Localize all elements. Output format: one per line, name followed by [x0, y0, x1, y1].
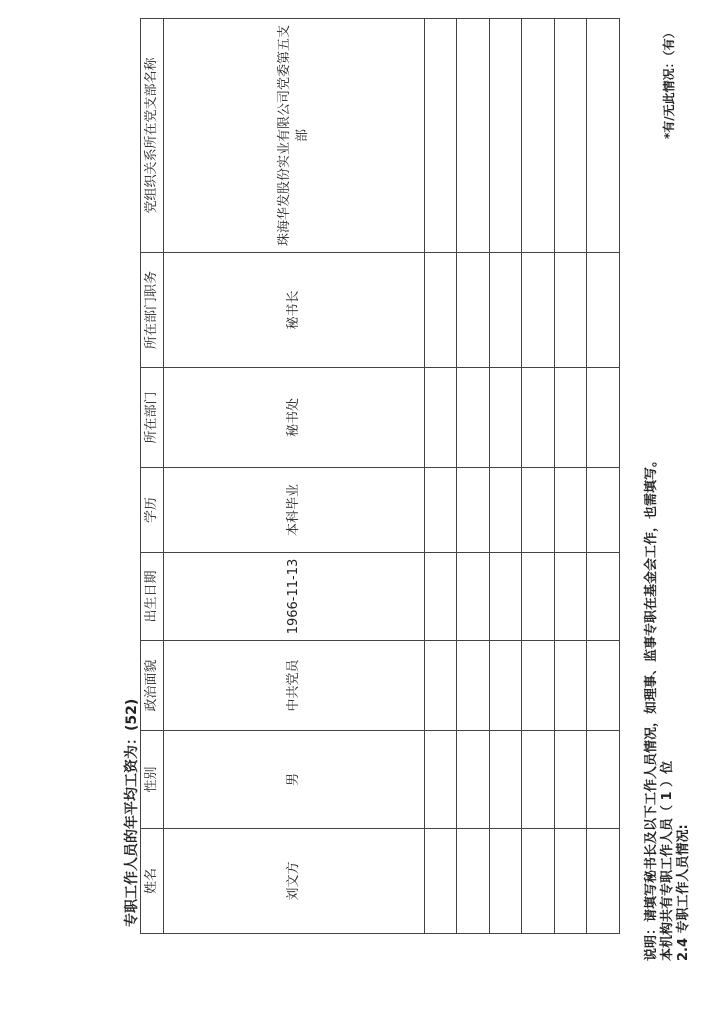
cell-department-position: 秘书长 — [163, 253, 424, 368]
cell-department — [489, 368, 522, 468]
cell-name — [522, 829, 555, 934]
staff-table — [140, 18, 620, 934]
cell-education — [489, 468, 522, 553]
cell-birth-date — [457, 553, 490, 641]
cell-education — [522, 468, 555, 553]
header-department: 所在部门 — [141, 368, 164, 468]
table-row — [424, 19, 457, 934]
table-row — [489, 19, 522, 934]
cell-party-branch — [522, 19, 555, 253]
cell-gender — [522, 731, 555, 829]
cell-department — [587, 368, 620, 468]
cell-gender: 男 — [163, 731, 424, 829]
cell-name: 刘文方 — [163, 829, 424, 934]
cell-department-position — [554, 253, 587, 368]
cell-department-position — [587, 253, 620, 368]
cell-political-status: 中共党员 — [163, 641, 424, 731]
cell-gender — [489, 731, 522, 829]
cell-political-status — [424, 641, 457, 731]
cell-party-branch — [489, 19, 522, 253]
cell-party-branch — [424, 19, 457, 253]
cell-birth-date — [424, 553, 457, 641]
header-political-status: 政治面貌 — [141, 641, 164, 731]
cell-department-position — [457, 253, 490, 368]
cell-gender — [424, 731, 457, 829]
cell-education — [554, 468, 587, 553]
table-row — [457, 19, 490, 934]
cell-department — [424, 368, 457, 468]
table-header-row — [141, 19, 164, 934]
cell-party-branch — [457, 19, 490, 253]
cell-education — [424, 468, 457, 553]
cell-gender — [457, 731, 490, 829]
cell-department — [554, 368, 587, 468]
table-row — [587, 19, 620, 934]
cell-party-branch: 珠海华发股份实业有限公司党委第五支部 — [163, 19, 424, 253]
cell-birth-date — [522, 553, 555, 641]
table-row — [163, 19, 424, 934]
cell-name — [457, 829, 490, 934]
header-gender: 性别 — [141, 731, 164, 829]
cell-department-position — [424, 253, 457, 368]
header-name: 姓名 — [141, 829, 164, 934]
cell-birth-date — [587, 553, 620, 641]
table-row — [554, 19, 587, 934]
cell-department: 秘书处 — [163, 368, 424, 468]
cell-political-status — [522, 641, 555, 731]
average-salary-line: 专职工作人员的年平均工资为：(52) — [124, 698, 140, 927]
section-title: 2.4 专职工作人员情况: — [676, 824, 691, 961]
cell-gender — [587, 731, 620, 829]
header-party-branch: 党组织关系所在党支部名称 — [141, 19, 164, 253]
table-row — [522, 19, 555, 934]
cell-name — [554, 829, 587, 934]
cell-birth-date — [489, 553, 522, 641]
staff-count-line: 本机构共有专职工作人员（ 1 ）位 — [660, 760, 675, 961]
cell-political-status — [457, 641, 490, 731]
header-education: 学历 — [141, 468, 164, 553]
cell-department-position — [522, 253, 555, 368]
has-situation-flag: *有/无此情况：（有） — [662, 26, 676, 139]
cell-name — [587, 829, 620, 934]
cell-department-position — [489, 253, 522, 368]
instruction-note: 说明：请填写秘书长及以下工作人员情况，如理事、监事专职在基金会工作，也需填写。 — [644, 453, 659, 961]
cell-department — [522, 368, 555, 468]
header-department-position: 所在部门职务 — [141, 253, 164, 368]
cell-party-branch — [554, 19, 587, 253]
cell-party-branch — [587, 19, 620, 253]
cell-political-status — [489, 641, 522, 731]
cell-education: 本科毕业 — [163, 468, 424, 553]
cell-name — [489, 829, 522, 934]
cell-department — [457, 368, 490, 468]
cell-birth-date: 1966-11-13 — [163, 553, 424, 641]
cell-education — [587, 468, 620, 553]
cell-gender — [554, 731, 587, 829]
header-birth-date: 出生日期 — [141, 553, 164, 641]
cell-political-status — [587, 641, 620, 731]
cell-political-status — [554, 641, 587, 731]
cell-education — [457, 468, 490, 553]
cell-birth-date — [554, 553, 587, 641]
cell-name — [424, 829, 457, 934]
